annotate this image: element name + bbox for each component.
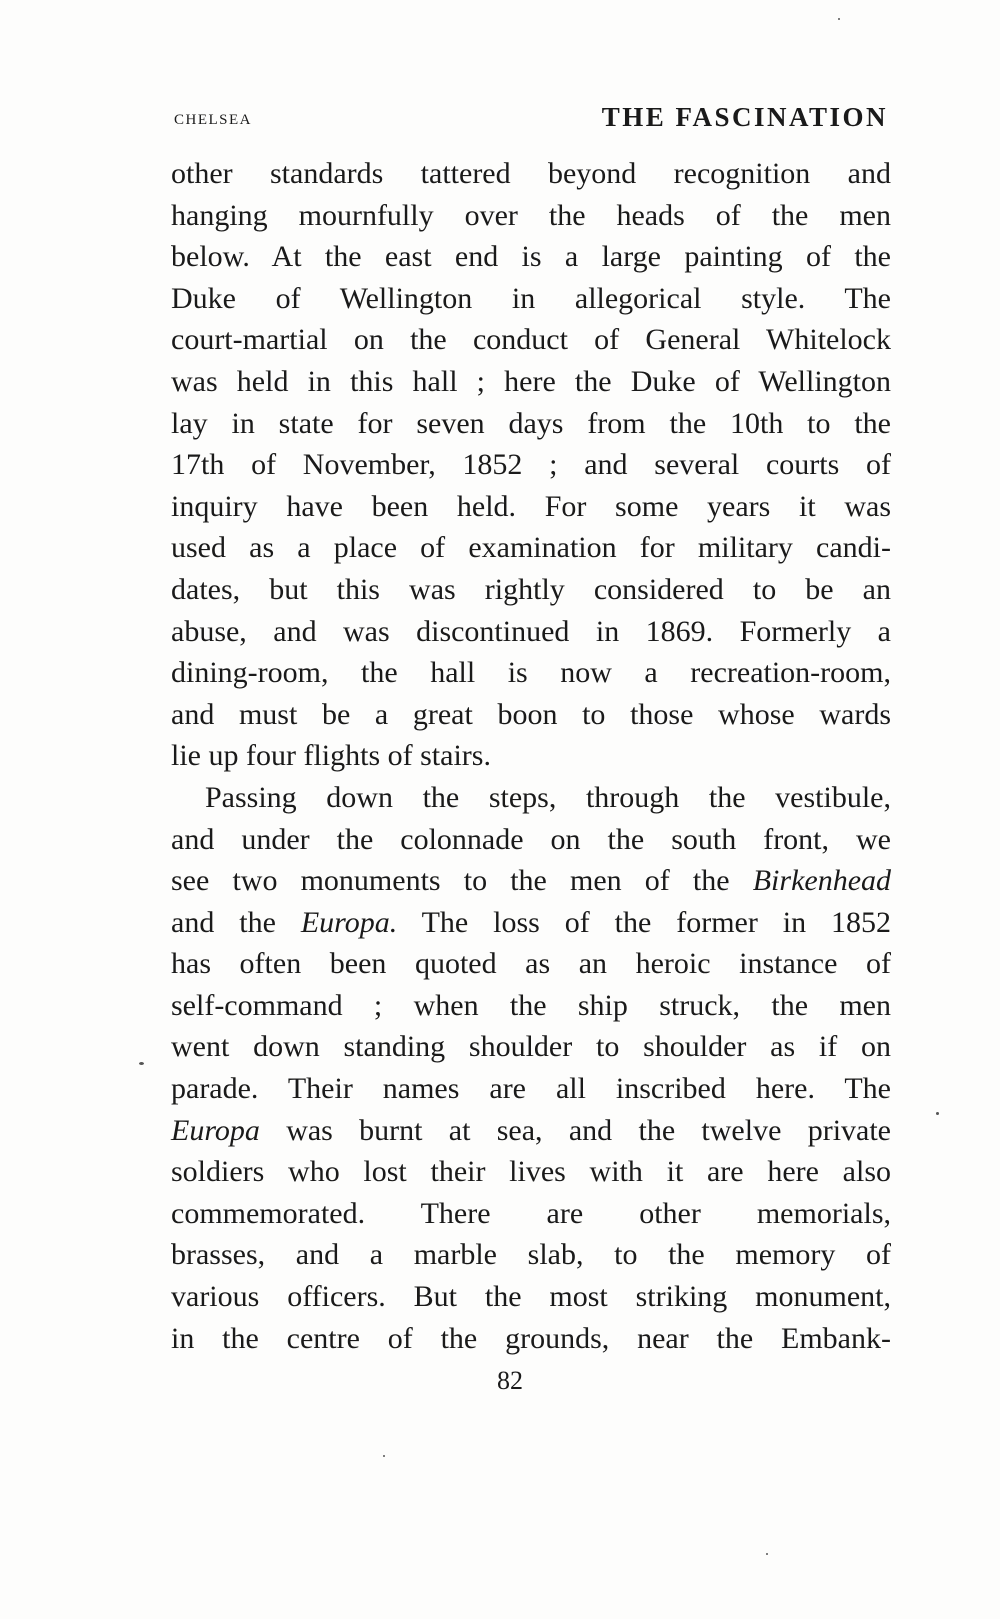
scan-speck <box>936 1112 939 1115</box>
scan-speck <box>383 1455 385 1457</box>
text-line: dates, but this was rightly considered to be an <box>171 572 891 606</box>
text-line: dining-room, the hall is now a recreation-room, <box>171 656 891 690</box>
text-line-composite <box>171 1110 891 1152</box>
text-line: soldiers who lost their lives with it are here also <box>171 1155 891 1189</box>
text-line: lie up four flights of stairs. <box>171 739 491 773</box>
text-line: went down standing shoulder to shoulder as if on <box>171 1030 891 1064</box>
text-line: court-martial on the conduct of General Whitelock <box>171 323 891 357</box>
running-head-title: THE FASCINATION <box>601 102 888 132</box>
running-head <box>174 102 888 142</box>
text-line: Duke of Wellington in allegorical style. The <box>171 281 891 315</box>
scan-speck <box>139 1062 144 1065</box>
text-line: and must be a great boon to those whose wards <box>171 697 891 731</box>
page-number: 82 <box>497 1366 523 1395</box>
text-line-composite <box>171 902 891 944</box>
text-line: was held in this hall ; here the Duke of Wellington <box>171 364 891 398</box>
page-body <box>171 153 891 1359</box>
text-line: below. At the east end is a large painting of the <box>171 240 891 274</box>
text-line: has often been quoted as an heroic instance of <box>171 947 891 981</box>
scan-speck <box>838 18 840 20</box>
text-line: self-command ; when the ship struck, the men <box>171 988 891 1022</box>
text-fragment: and the <box>171 905 276 939</box>
scan-speck <box>766 1553 768 1555</box>
text-line: and under the colonnade on the south front, we <box>171 822 891 856</box>
text-line: in the centre of the grounds, near the Embank- <box>171 1321 891 1355</box>
text-line: various officers. But the most striking monument, <box>171 1280 891 1314</box>
text-line: used as a place of examination for military candi- <box>171 531 891 565</box>
running-head-section: CHELSEA <box>174 112 252 128</box>
text-line: brasses, and a marble slab, to the memory of <box>171 1238 891 1272</box>
ship-name: Europa. <box>300 905 398 939</box>
text-line: Passing down the steps, through the vestibule, <box>205 780 891 814</box>
text-line: inquiry have been held. For some years it was <box>171 489 891 523</box>
text-fragment: see two monuments to the men of the <box>171 864 730 898</box>
ship-name: Europa <box>171 1113 260 1147</box>
text-line: abuse, and was discontinued in 1869. Formerly a <box>171 614 891 648</box>
text-line: lay in state for seven days from the 10th to the <box>171 406 891 440</box>
text-line: other standards tattered beyond recognition and <box>171 157 891 190</box>
text-line: parade. Their names are all inscribed here. The <box>171 1072 891 1106</box>
ship-name: Birkenhead <box>752 864 892 898</box>
text-line: 17th of November, 1852 ; and several courts of <box>171 448 891 482</box>
text-fragment: The loss of the former in 1852 <box>421 905 892 939</box>
text-fragment: was burnt at sea, and the twelve private <box>286 1113 891 1147</box>
text-line: commemorated. There are other memorials, <box>171 1196 891 1230</box>
text-line: hanging mournfully over the heads of the men <box>171 198 891 232</box>
text-line-composite <box>171 860 891 902</box>
